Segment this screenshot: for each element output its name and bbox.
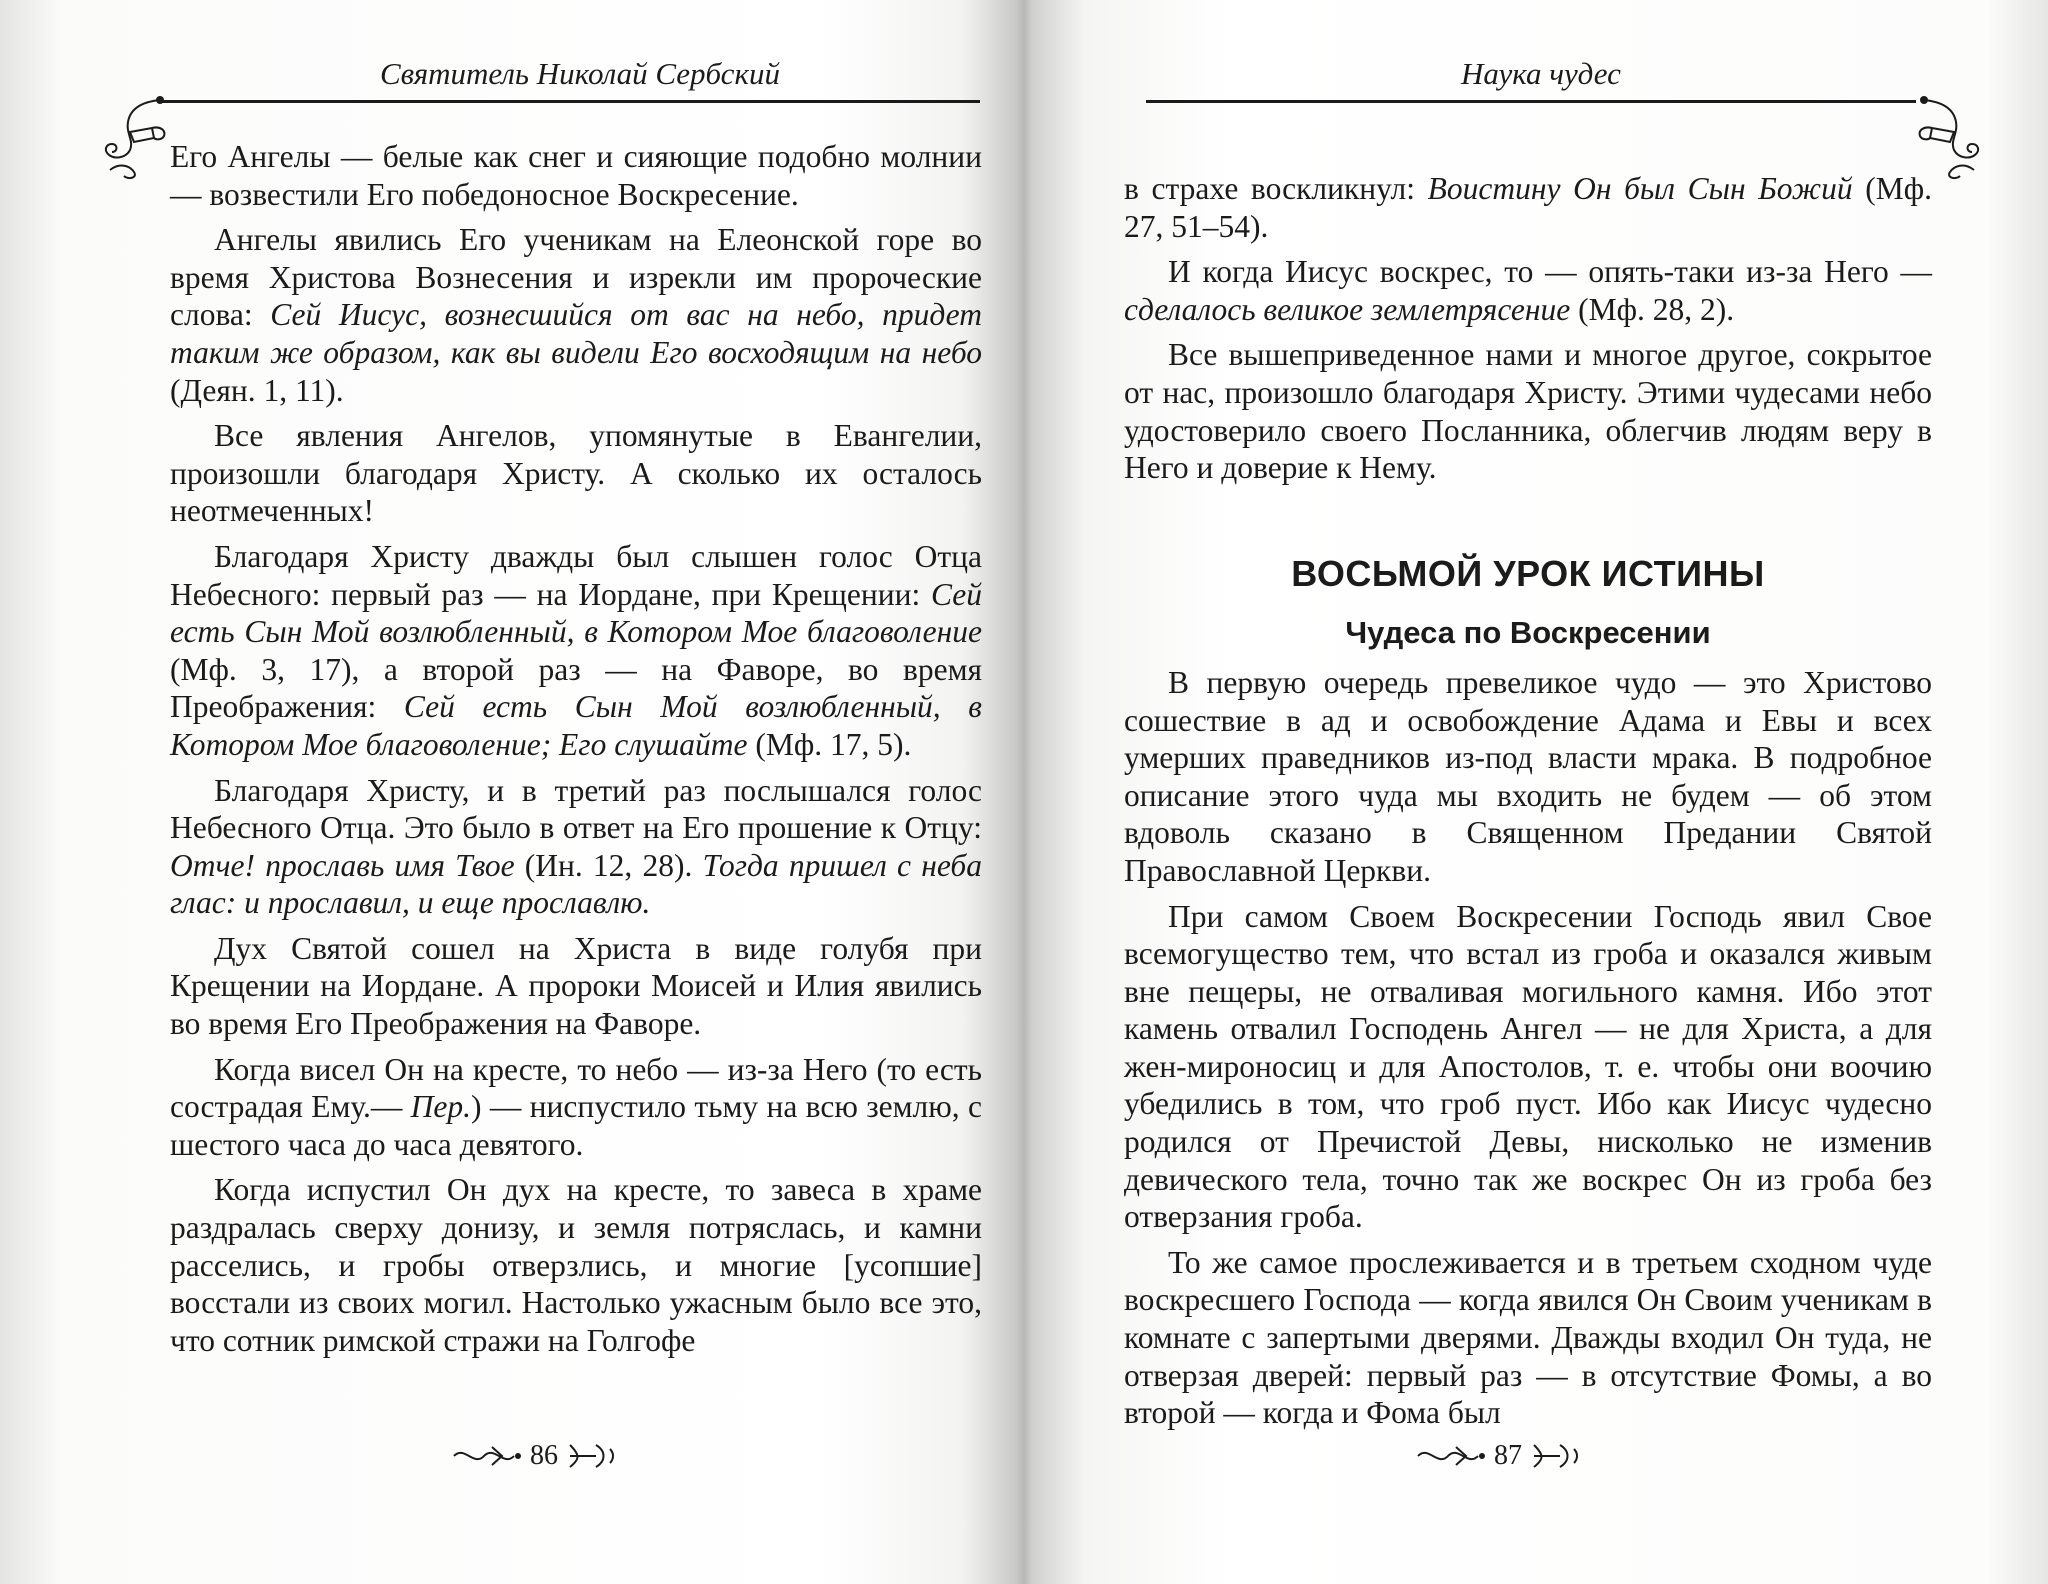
citation: (Мф. 17, 5). xyxy=(747,726,912,762)
scripture-quote: сделалось великое землетрясение xyxy=(1124,291,1571,327)
text-run: При самом Своем Воскресении Господь явил Свое всемогущество тем, что встал из гроба и оказался живым вне пещеры, не отваливая могильного камня. Ибо этот камень отвалил Господень Ангел — не для Христа, а для жен-мироносиц и для Апостолов, т. е. чтобы они воочию убедились в том, что гроб пуст. Ибо как Иисус чудесно родился от Пречистой Девы, нисколько не изменив девического тела, точно так же воскрес Он из гроба без отверзания гроба. xyxy=(1124,898,1932,1235)
text-run: Все вышеприведенное нами и многое другое, сокрытое от нас, произошло благодаря Христу. Этими чудесами небо удостоверило своего Посланника, облегчив людям веру в Него и доверие к Нему. xyxy=(1124,337,1932,486)
chapter-title: ВОСЬМОЙ УРОК ИСТИНЫ xyxy=(1291,552,1765,594)
citation: (Мф. 28, 2). xyxy=(1570,291,1735,327)
paragraph xyxy=(1124,664,1932,890)
header-rule xyxy=(1146,100,1916,103)
right-body-text xyxy=(1124,170,1932,1440)
scripture-quote: Сей есть Сын Мой возлюбленный, в Котором Мое благоволение xyxy=(170,576,982,650)
page-number-block xyxy=(452,1440,616,1472)
hand-corner-ornament xyxy=(100,92,180,182)
text-run: То же самое прослеживается и в третьем сходном чуде воскресшего Господа — когда явился Он Своим ученикам в комнате с запертыми дверями. Дважды входил Он туда, не отверзая дверей: первый раз — в отсутствие Фомы, а во второй — когда и Фома был xyxy=(1124,1244,1932,1431)
running-head: Наука чудес xyxy=(1461,56,1621,91)
text-run: Когда висел Он на кресте, то небо — из-за Него (то есть сострадая Ему.— xyxy=(170,1051,982,1125)
chapter-subtitle: Чудеса по Воскресении xyxy=(1345,615,1711,651)
citation: (Деян. 1, 11). xyxy=(170,372,344,408)
scripture-quote: Тогда пришел с неба глас: и прославил, и еще прославлю. xyxy=(170,847,982,921)
scripture-quote: Сей есть Сын Мой возлюбленный, в Котором Мое благоволение; Его слушайте xyxy=(170,689,982,762)
text-run: Благодаря Христу, и в третий раз послышался голос Небесного Отца. Это было в ответ на Его прошение к Отцу: xyxy=(170,772,982,846)
running-head: Святитель Николай Сербский xyxy=(380,56,780,91)
text-run: (Мф. 3, 17), а второй раз — на Фаворе, во время Преображения: xyxy=(170,651,982,725)
text-run: Благодаря Христу дважды был слышен голос Отца Небесного: первый раз — на Иордане, при Крещении: xyxy=(170,538,982,612)
paragraph xyxy=(1124,898,1932,1236)
paragraph xyxy=(170,538,982,764)
translator-note: Пер. xyxy=(410,1089,472,1125)
paragraph xyxy=(170,138,982,213)
header-rule xyxy=(160,100,980,103)
paragraph xyxy=(1124,170,1932,245)
floral-folio-ornament xyxy=(566,1441,616,1471)
paragraph xyxy=(170,930,982,1043)
page-number-block xyxy=(1416,1440,1580,1472)
paragraph xyxy=(170,221,982,409)
right-page xyxy=(1024,0,2048,1584)
page-number: 86 xyxy=(530,1440,558,1471)
citation: (Мф. 27, 51–54). xyxy=(1124,171,1932,244)
text-run: Когда испустил Он дух на кресте, то завеса в храме раздралась сверху донизу, и земля потряслась, и камни расселись, и гробы отверзлись, и многие [усопшие] восстали из своих могил. Настолько ужасным было все это, что сотник римской стражи на Голгофе xyxy=(170,1172,982,1358)
scripture-quote: Сей Иисус, вознесшийся от вас на небо, придет таким же образом, как вы видели Его восходящим на небо xyxy=(170,297,982,370)
scripture-quote: Воистину Он был Сын Божий xyxy=(1427,171,1853,206)
paragraph xyxy=(170,1051,982,1164)
citation: (Ин. 12, 28). xyxy=(514,847,703,883)
text-run: Дух Святой сошел на Христа в виде голубя при Крещении на Иордане. А пророки Моисей и Илия явились во время Его Преображения на Фаворе. xyxy=(170,930,982,1042)
floral-folio-ornament xyxy=(1416,1441,1486,1471)
paragraph xyxy=(170,772,982,922)
paragraph xyxy=(1124,336,1932,486)
floral-folio-ornament xyxy=(1530,1441,1580,1471)
paragraph xyxy=(170,417,982,530)
left-body-text xyxy=(170,138,982,1367)
paragraph xyxy=(1124,253,1932,328)
text-run: Его Ангелы — белые как снег и сияющие подобно молнии — возвестили Его победоносное Воскресение. xyxy=(170,139,982,212)
text-run: Все явления Ангелов, упомянутые в Евангелии, произошли благодаря Христу. А сколько их осталось неотмеченных! xyxy=(170,418,982,529)
text-run: в страхе воскликнул: xyxy=(1124,171,1428,206)
page-number: 87 xyxy=(1494,1440,1522,1471)
floral-folio-ornament xyxy=(452,1441,522,1471)
text-run: ) — ниспустило тьму на всю землю, с шестого часа до часа девятого. xyxy=(170,1089,982,1162)
paragraph xyxy=(1124,1244,1932,1432)
scripture-quote: Отче! прославь имя Твое xyxy=(170,847,515,883)
text-run: Ангелы явились Его ученикам на Елеонской горе во время Христова Вознесения и изрекли им пророческие слова: xyxy=(170,222,982,333)
text-run: В первую очередь превеликое чудо — это Христово сошествие в ад и освобождение Адама и Евы и всех умерших праведников из-под власти мрака. В подробное описание этого чуда мы входить не будем — об этом вдоволь сказано в Священном Предании Святой Православной Церкви. xyxy=(1124,664,1932,888)
text-run: И когда Иисус воскрес, то — опять-таки из-за Него — xyxy=(1168,254,1932,290)
paragraph xyxy=(170,1171,982,1359)
hand-corner-ornament xyxy=(1904,92,1984,182)
